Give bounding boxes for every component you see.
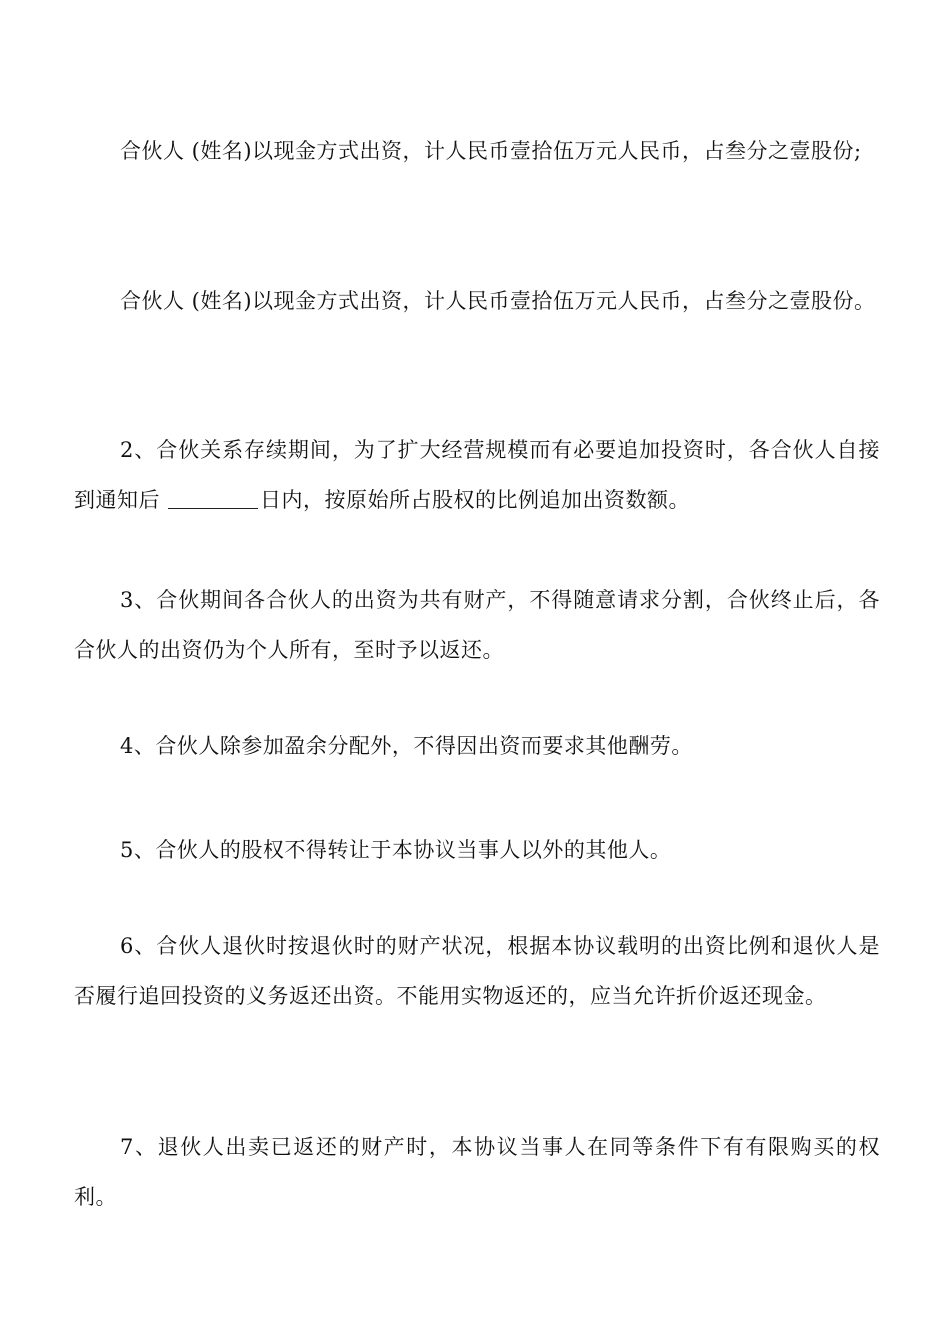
paragraph-partner-contribution-2: 合伙人 (姓名)以现金方式出资，计人民币壹拾伍万元人民币，占叁分之壹股份。 [120, 289, 876, 313]
paragraph-clause-4: 4、合伙人除参加盈余分配外，不得因出资而要求其他酬劳。 [120, 734, 693, 758]
clause-2-text-end: 日内，按原始所占股权的比例追加出资数额。 [260, 488, 690, 512]
paragraph-clause-7: 7、退伙人出卖已返还的财产时，本协议当事人在同等条件下有有限购买的权利。 [74, 1135, 880, 1209]
paragraph-clause-2 [74, 425, 880, 525]
paragraph-clause-5: 5、合伙人的股权不得转让于本协议当事人以外的其他人。 [120, 838, 672, 862]
clause-2-text-start: 2、合伙关系存续期间，为了扩大经营规模而有必要追加投资时，各合伙人自接到通知后 [74, 438, 880, 512]
paragraph-clause-3: 3、合伙期间各合伙人的出资为共有财产，不得随意请求分割，合伙终止后，各合伙人的出资仍为个人所有，至时予以返还。 [74, 588, 880, 662]
paragraph-partner-contribution-1: 合伙人 (姓名)以现金方式出资，计人民币壹拾伍万元人民币，占叁分之壹股份; [120, 139, 862, 163]
fill-in-blank-days [168, 485, 258, 509]
paragraph-clause-6: 6、合伙人退伙时按退伙时的财产状况，根据本协议载明的出资比例和退伙人是否履行追回投资的义务返还出资。不能用实物返还的，应当允许折价返还现金。 [74, 934, 880, 1008]
